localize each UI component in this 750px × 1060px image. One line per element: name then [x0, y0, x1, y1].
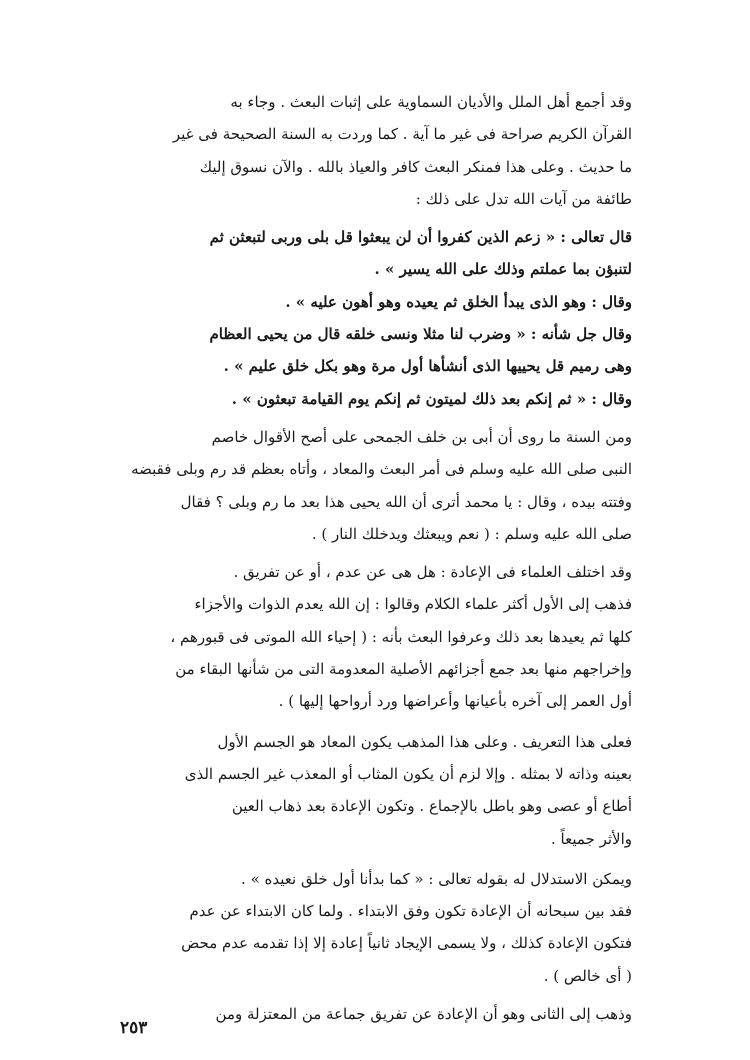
paragraph [118, 863, 632, 992]
text-line: كلها ثم يعيدها بعد ذلك وعرفوا البعث بأنه : ( إحياء الله الموتى فى قبورهم ، [170, 627, 632, 646]
paragraph [118, 998, 632, 1030]
text-line: النبى صلى الله عليه وسلم فى أمر البعث والمعاد ، وأتاه بعظم قد رم وبلى فقبضه [131, 460, 632, 479]
page-body [118, 86, 632, 1030]
text-line: فقد بين سبحانه أن الإعادة تكون وفق الابتداء . ولما كان الابتداء عن عدم [189, 902, 632, 921]
text-line: وقال : « ثم إنكم بعد ذلك لميتون ثم إنكم يوم القيامة تبعثون » . [231, 389, 632, 408]
text-line: ويمكن الاستدلال له بقوله تعالى : « كما بدأنا أول خلق نعيده » . [241, 869, 632, 888]
paragraph [118, 556, 632, 717]
text-line: فذهب إلى الأول أكثر علماء الكلام وقالوا : إن الله يعدم الذوات والأجزاء [194, 595, 632, 614]
text-line: فتكون الإعادة كذلك ، ولا يسمى الإيجاد ثانياً إعادة إلا إذا تقدمه عدم محض [181, 934, 632, 953]
text-line: وقد اختلف العلماء فى الإعادة : هل هى عن عدم ، أو عن تفريق . [233, 563, 632, 582]
text-line: طائفة من آيات الله تدل على ذلك : [415, 189, 632, 208]
paragraph [118, 383, 632, 415]
text-line: وفتته بيده ، وقال : يا محمد أترى أن الله يحيى هذا بعد ما رم وبلى ؟ فقال [180, 492, 632, 511]
text-line: وقال : وهو الذى يبدأ الخلق ثم يعيده وهو أهون عليه » . [285, 292, 632, 311]
text-line: القرآن الكريم صراحة فى غير ما آية . كما وردت به السنة الصحيحة فى غير [172, 125, 632, 144]
text-line: وذهب إلى الثانى وهو أن الإعادة عن تفريق جماعة من المعتزلة ومن [215, 1005, 632, 1024]
text-line: أول العمر إلى آخره بأعيانها وأعراضها ورد أرواحها إليها ) . [278, 692, 632, 711]
text-line: وقال جل شأنه : « وضرب لنا مثلا ونسى خلقه قال من يحيى العظام [209, 325, 632, 344]
text-line: فعلى هذا التعريف . وعلى هذا المذهب يكون المعاد هو الجسم الأول [217, 732, 632, 751]
text-line: بعينه وذاته لا بمثله . وإلا لزم أن يكون المثاب أو المعذب غير الجسم الذى [184, 764, 632, 783]
text-line: وهى رميم قل يحييها الذى أنشأها أول مرة وهو بكل خلق عليم » . [223, 357, 632, 376]
page-number: ٢٥٣ [120, 1018, 148, 1038]
text-line: صلى الله عليه وسلم : ( نعم ويبعثك ويدخلك النار ) . [311, 524, 632, 543]
text-line: لتنبؤن بما عملتم وذلك على الله يسير » . [374, 260, 632, 279]
text-line: ومن السنة ما روى أن أبى بن خلف الجمحى على أصح الأقوال خاصم [211, 427, 632, 446]
text-line: ما حديث . وعلى هذا فمنكر البعث كافر والعياذ بالله . والآن نسوق إليك [199, 157, 632, 176]
paragraph [118, 421, 632, 550]
text-line: ( أى خالص ) . [543, 966, 632, 985]
text-line: وإخراجهم منها بعد جمع أجزائهم الأصلية المعدومة التى من شأنها البقاء من [175, 660, 632, 679]
text-line: وقد أجمع أهل الملل والأديان السماوية على إثبات البعث . وجاء به [230, 93, 632, 111]
text-line: أطاع أو عصى وهو باطل بالإجماع . وتكون الإعادة بعد ذهاب العين [231, 797, 632, 816]
paragraph [118, 286, 632, 318]
paragraph [118, 221, 632, 286]
paragraph [118, 318, 632, 383]
paragraph [118, 726, 632, 855]
paragraph [118, 86, 632, 215]
text-line: قال تعالى : « زعم الذين كفروا أن لن يبعثوا قل بلى وربى لتبعثن ثم [209, 228, 632, 247]
text-line: والأثر جميعاً . [551, 829, 632, 848]
